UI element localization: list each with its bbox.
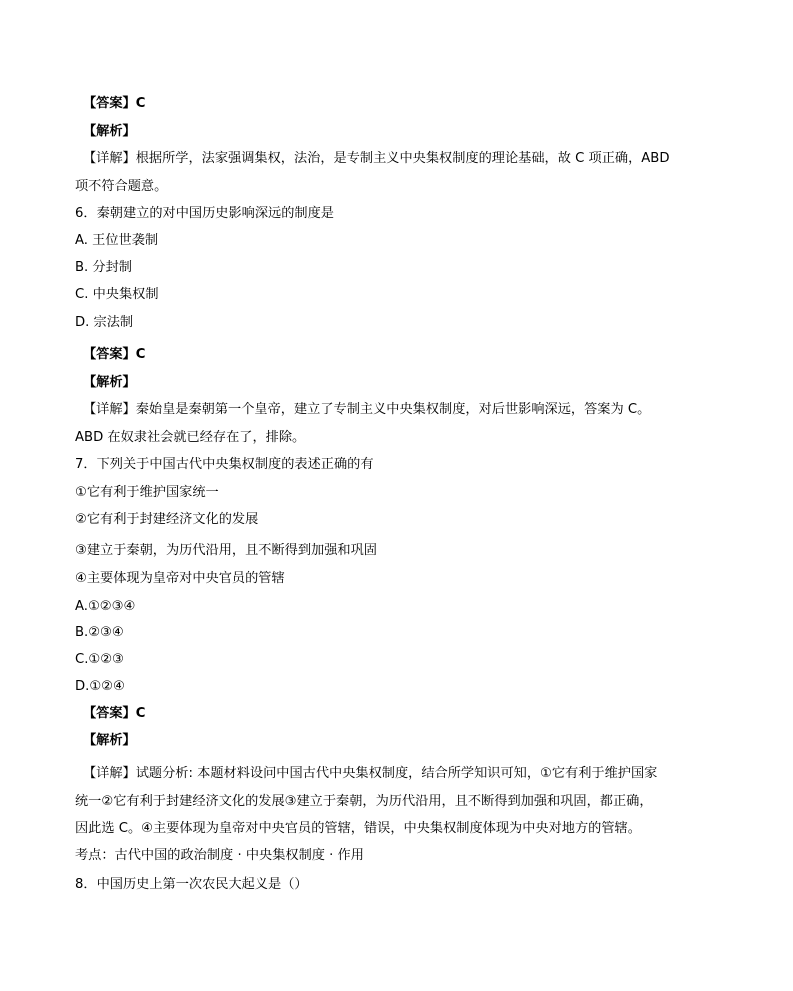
question-option: D.①②④ [75,679,125,694]
analysis-label: 【解析】 [83,375,136,390]
detail-text: 【详解】试题分析: 本题材料设问中国古代中央集权制度，结合所学知识可知，①它有利于维护国家 [83,766,658,781]
question-8-stem: 8．中国历史上第一次农民大起义是（） [75,877,308,892]
question-option: A. 王位世袭制 [75,233,159,248]
statement-item: ①它有利于维护国家统一 [75,485,219,500]
detail-text: 统一②它有利于封建经济文化的发展③建立于秦朝，为历代沿用，且不断得到加强和巩固，都正确， [75,794,653,809]
detail-text: 【详解】根据所学，法家强调集权，法治，是专制主义中央集权制度的理论基础，故 C 项正确，ABD [83,151,670,166]
detail-text: 项不符合题意。 [75,179,168,194]
exam-point: 考点：古代中国的政治制度 · 中央集权制度 · 作用 [75,848,364,863]
answer-label: 【答案】C [83,347,146,362]
question-6-stem: 6．秦朝建立的对中国历史影响深远的制度是 [75,206,334,221]
statement-item: ④主要体现为皇帝对中央官员的管辖 [75,571,285,586]
analysis-label: 【解析】 [83,124,136,139]
answer-label: 【答案】C [83,706,146,721]
detail-text: 【详解】秦始皇是秦朝第一个皇帝，建立了专制主义中央集权制度，对后世影响深远，答案为 C。 [83,402,651,417]
statement-item: ②它有利于封建经济文化的发展 [75,512,259,527]
analysis-label: 【解析】 [83,733,136,748]
question-option: B.②③④ [75,625,124,640]
detail-text: 因此选 C。④主要体现为皇帝对中央官员的管辖，错误，中央集权制度体现为中央对地方的管辖。 [75,821,641,836]
question-7-stem: 7．下列关于中国古代中央集权制度的表述正确的有 [75,457,374,472]
detail-text: ABD 在奴隶社会就已经存在了，排除。 [75,430,306,445]
question-option: C.①②③ [75,652,124,667]
question-option: A.①②③④ [75,599,136,614]
question-option: B. 分封制 [75,260,132,275]
question-option: C. 中央集权制 [75,287,159,302]
question-option: D. 宗法制 [75,315,134,330]
statement-item: ③建立于秦朝，为历代沿用，且不断得到加强和巩固 [75,543,377,558]
answer-label: 【答案】C [83,96,146,111]
